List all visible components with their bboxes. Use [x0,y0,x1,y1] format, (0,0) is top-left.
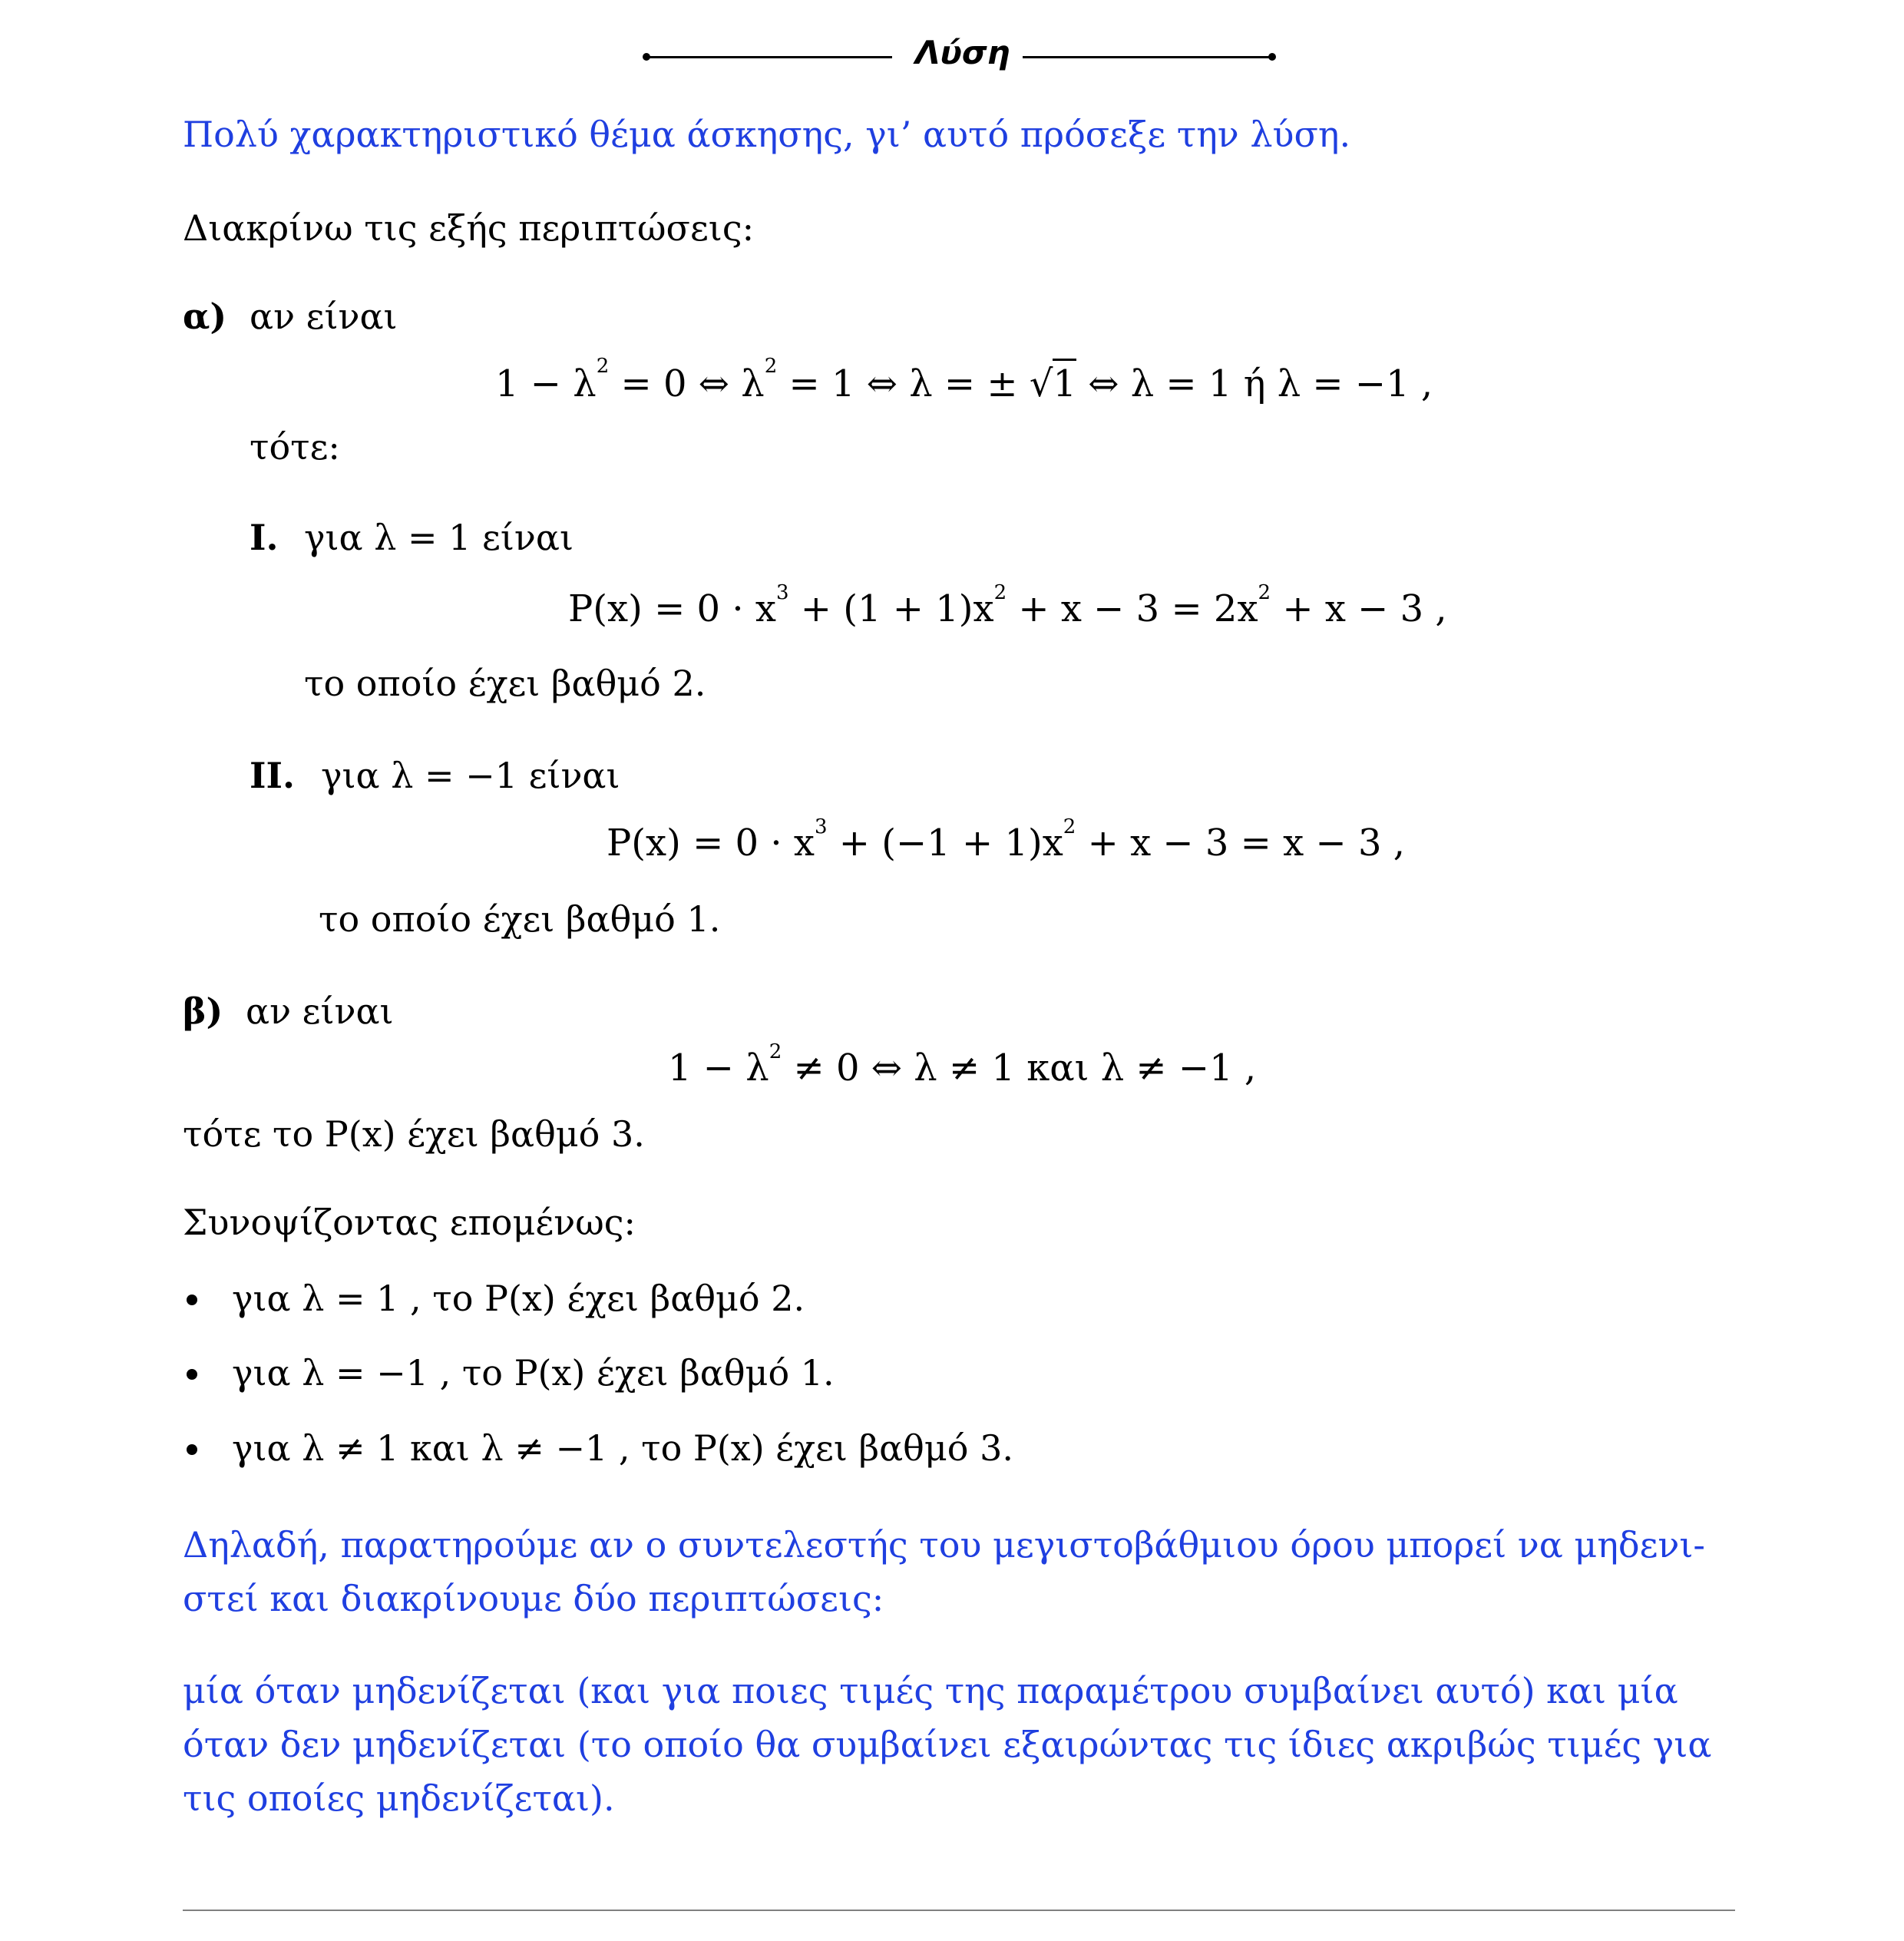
note1-line1: Δηλαδή, παρατηρούμε αν ο συντελεστής του μεγιστοβάθμιου όρου μπορεί να μηδενι- [183,1524,1705,1566]
sub-i-text: για λ = 1 είναι [304,517,574,558]
bullet-icon [187,1295,197,1305]
header-right-rule [1023,56,1272,58]
case-a-then: τότε: [250,426,340,468]
case-b-equation: $1 - \lambda^2 \ne 0$ ⇔ λ ≠ 1 και λ ≠ −1 , [668,1040,1257,1090]
solution-title: Λύση [915,34,1010,71]
sub-ii-text: για λ = −1 είναι [321,755,620,796]
case-a-label: α) [183,296,227,337]
case-b-degree: τότε το P(x) έχει βαθμό 3. [183,1113,645,1155]
footer-rule [183,1910,1735,1911]
sub-ii-label: II. [250,755,296,796]
case-a-equation: $1 - \lambda^2 = 0$ ⇔ $\lambda^2 = 1$ ⇔ λ = ± √1 ⇔ λ = 1 ή λ = −1 , [495,355,1433,405]
note2-line3: τις οποίες μηδενίζεται). [183,1777,615,1819]
note2-line2: όταν δεν μηδενίζεται (το οποίο θα συμβαίνει εξαιρώντας τις ίδιες ακριβώς τιμές για [183,1724,1712,1765]
note1-line2: στεί και διακρίνουμε δύο περιπτώσεις: [183,1578,884,1619]
cases-intro: Διακρίνω τις εξής περιπτώσεις: [183,207,755,249]
summary-item: για λ ≠ 1 και λ ≠ −1 , το P(x) έχει βαθμό 3. [232,1427,1013,1469]
case-b-text: αν είναι [246,990,394,1032]
summary-item: για λ = −1 , το P(x) έχει βαθμό 1. [232,1352,835,1394]
sub-ii-degree: το οποίο έχει βαθμό 1. [319,898,721,940]
case-a-text: αν είναι [250,296,398,337]
header-left-rule [646,56,892,58]
note2-line1: μία όταν μηδενίζεται (και για ποιες τιμές της παραμέτρου συμβαίνει αυτό) και μία [183,1670,1678,1711]
sub-i-degree: το οποίο έχει βαθμό 2. [304,663,706,704]
sub-ii-equation: $P(x) = 0 \cdot x^3 + (-1 + 1)x^2 + x - 3 = x - 3$ , [607,815,1405,865]
sub-i-label: I. [250,517,279,558]
header-right-dot [1268,53,1276,61]
summary-item: για λ = 1 , το P(x) έχει βαθμό 2. [232,1278,805,1319]
bullet-icon [187,1369,197,1380]
bullet-icon [187,1444,197,1455]
sub-i-equation: $P(x) = 0 \cdot x^3 + (1 + 1)x^2 + x - 3 = 2x^2 + x - 3$ , [568,581,1447,630]
summary-title: Συνοψίζοντας επομένως: [183,1202,636,1243]
intro-text: Πολύ χαρακτηριστικό θέμα άσκησης, γι’ αυτό πρόσεξε την λύση. [183,114,1351,155]
case-b-label: β) [183,990,223,1032]
